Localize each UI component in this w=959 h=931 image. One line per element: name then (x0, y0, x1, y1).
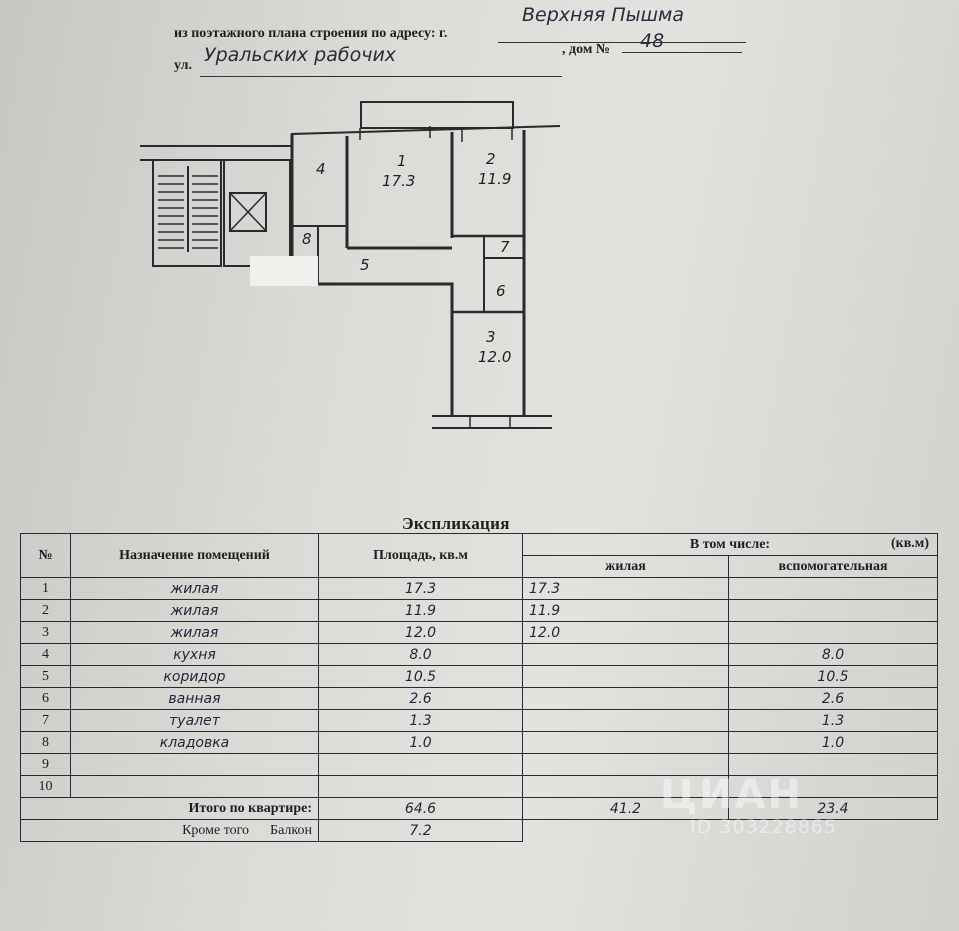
explication-rows (21, 578, 938, 798)
row-number: 4 (21, 644, 71, 666)
room-living-area: 11.9 (523, 600, 729, 622)
street-value: Уральских рабочих (204, 44, 397, 66)
room-living-area: 12.0 (523, 622, 729, 644)
balcony-label-cell (21, 820, 319, 842)
row-number: 10 (21, 776, 71, 798)
row-number: 7 (21, 710, 71, 732)
room-area: 10.5 (319, 666, 523, 688)
plan-room-1-area: 17.3 (382, 172, 416, 190)
plan-room-6-number: 6 (496, 282, 506, 300)
plan-room-7-number: 7 (500, 238, 510, 256)
table-row (21, 710, 938, 732)
plan-room-3-number: 3 (486, 328, 496, 346)
col-header-area: Площадь, кв.м (319, 534, 523, 578)
room-living-area (523, 710, 729, 732)
table-row (21, 732, 938, 754)
room-area: 12.0 (319, 622, 523, 644)
plan-room-1-number: 1 (397, 152, 407, 170)
room-living-area: 17.3 (523, 578, 729, 600)
room-purpose: ванная (71, 688, 319, 710)
balcony-area: 7.2 (319, 820, 523, 842)
room-aux-area (729, 578, 938, 600)
total-aux: 23.4 (729, 798, 938, 820)
table-row (21, 666, 938, 688)
street-label: ул. (174, 58, 193, 73)
row-number: 5 (21, 666, 71, 688)
table-row (21, 644, 938, 666)
row-number: 1 (21, 578, 71, 600)
total-label: Итого по квартире: (21, 798, 319, 820)
room-aux-area: 1.3 (729, 710, 938, 732)
room-purpose: жилая (71, 578, 319, 600)
row-number: 2 (21, 600, 71, 622)
col-header-incl-label: В том числе: (689, 536, 771, 552)
room-aux-area (729, 600, 938, 622)
table-row (21, 578, 938, 600)
plan-room-2-number: 2 (486, 150, 496, 168)
balcony-label: Балкон (270, 822, 312, 838)
explication-title: Экспликация (402, 514, 510, 533)
room-living-area (523, 732, 729, 754)
row-number: 6 (21, 688, 71, 710)
row-number: 9 (21, 754, 71, 776)
table-row (21, 688, 938, 710)
house-label: , дом № (562, 42, 610, 57)
room-living-area (523, 644, 729, 666)
table-row (21, 600, 938, 622)
room-purpose (71, 776, 319, 798)
total-living: 41.2 (523, 798, 729, 820)
room-purpose: жилая (71, 600, 319, 622)
house-value: 48 (640, 30, 665, 52)
city-value: Верхняя Пышма (522, 4, 685, 26)
room-purpose: коридор (71, 666, 319, 688)
row-number: 8 (21, 732, 71, 754)
room-purpose (71, 754, 319, 776)
room-area: 2.6 (319, 688, 523, 710)
cian-watermark-id: ID 303228865 (690, 816, 838, 838)
room-purpose: жилая (71, 622, 319, 644)
room-aux-area: 8.0 (729, 644, 938, 666)
plan-room-8-number: 8 (302, 230, 312, 248)
room-purpose: кухня (71, 644, 319, 666)
room-purpose: кладовка (71, 732, 319, 754)
room-area (319, 754, 523, 776)
room-purpose: туалет (71, 710, 319, 732)
room-living-area (523, 688, 729, 710)
total-area: 64.6 (319, 798, 523, 820)
room-area: 11.9 (319, 600, 523, 622)
room-aux-area: 1.0 (729, 732, 938, 754)
plan-room-2-area: 11.9 (478, 170, 512, 188)
room-aux-area: 10.5 (729, 666, 938, 688)
besides-label: Кроме того (182, 822, 250, 838)
room-aux-area: 2.6 (729, 688, 938, 710)
plan-room-4-number: 4 (316, 160, 326, 178)
plan-room-5-number: 5 (360, 256, 370, 274)
plan-room-3-area: 12.0 (478, 348, 512, 366)
address-label-line1: из поэтажного плана строения по адресу: г. (174, 26, 448, 41)
room-aux-area (729, 622, 938, 644)
col-header-aux: вспомогательная (729, 556, 938, 578)
col-header-incl (523, 534, 938, 556)
table-row (21, 622, 938, 644)
cian-watermark: ЦИАН (660, 772, 804, 818)
row-number: 3 (21, 622, 71, 644)
room-area: 1.0 (319, 732, 523, 754)
room-area: 1.3 (319, 710, 523, 732)
col-header-purpose: Назначение помещений (71, 534, 319, 578)
room-area: 8.0 (319, 644, 523, 666)
room-area (319, 776, 523, 798)
room-living-area (523, 666, 729, 688)
col-header-no: № (21, 534, 71, 578)
col-header-unit: (кв.м) (891, 536, 929, 551)
col-header-living: жилая (523, 556, 729, 578)
room-area: 17.3 (319, 578, 523, 600)
